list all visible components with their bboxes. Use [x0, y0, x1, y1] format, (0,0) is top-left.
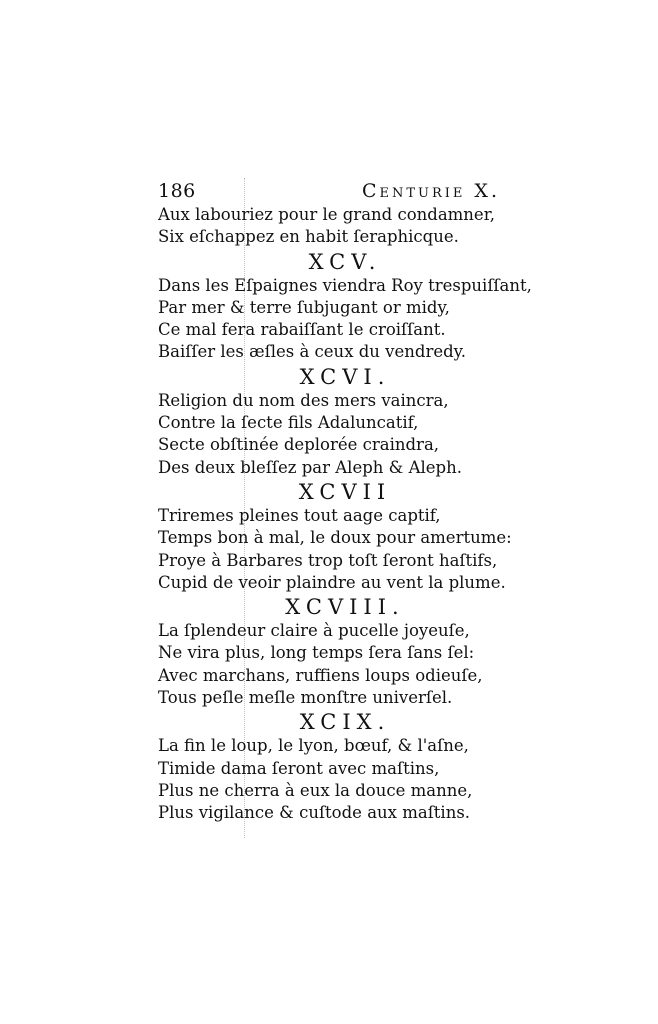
- verse-line: Timide dama ſeront avec maſtins,: [158, 758, 440, 778]
- text-block: [158, 178, 532, 825]
- verse-line: Plus vigilance & cuſtode aux maſtins.: [158, 803, 471, 823]
- verse-line: Religion du nom des mers vaincra,: [158, 390, 449, 410]
- verse-line: Ne vira plus, long temps ſera ſans ſel:: [158, 643, 475, 663]
- quatrain-number: XCIX.: [299, 710, 391, 735]
- verse-line: Secte obſtinée deplorée craindra,: [158, 435, 440, 455]
- verse-line: La ſplendeur claire à pucelle joyeuſe,: [158, 621, 470, 641]
- verse-line: La fin le loup, le lyon, bœuf, & l'aſne,: [158, 736, 469, 756]
- verse-line: Proye à Barbares trop toſt ſeront haſtifs,: [158, 550, 498, 570]
- verse-line: Avec marchans, ruffiens loups odieuſe,: [158, 665, 483, 685]
- running-title: Centurie X.: [361, 180, 500, 202]
- verse-line: Temps bon à mal, le doux pour amertume:: [158, 528, 512, 548]
- quatrain-number: XCVIII.: [285, 595, 405, 620]
- quatrain-number: XCVI.: [299, 364, 391, 389]
- verse-line: Des deux bleſſez par Aleph & Aleph.: [158, 457, 462, 477]
- quatrain-number: XCV.: [308, 249, 382, 274]
- verse-line: Ce mal fera rabaiſſant le croiſſant.: [158, 320, 446, 340]
- verse-line: Par mer & terre ſubjugant or midy,: [158, 297, 450, 317]
- verse-line: Plus ne cherra à eux la douce manne,: [158, 780, 473, 800]
- verse-line: Tous peſle meſle monſtre univerſel.: [158, 688, 453, 708]
- page-number: 186: [158, 180, 196, 202]
- running-head: [158, 178, 508, 204]
- verse-line: Contre la ſecte fils Adaluncatif,: [158, 413, 419, 433]
- quatrain-number: XCVII: [298, 479, 392, 504]
- verse-line: Dans les Eſpaignes viendra Roy trespuiſſant,: [158, 275, 532, 295]
- verse-line: Triremes pleines tout aage captif,: [158, 505, 441, 525]
- verse-line: Baiſſer les æſles à ceux du vendredy.: [158, 342, 467, 362]
- verse-line: Six eſchappez en habit ſeraphicque.: [158, 227, 459, 247]
- verse-line: Aux labouriez pour le grand condamner,: [158, 205, 496, 224]
- verse-line: Cupid de veoir plaindre au vent la plume.: [158, 572, 506, 592]
